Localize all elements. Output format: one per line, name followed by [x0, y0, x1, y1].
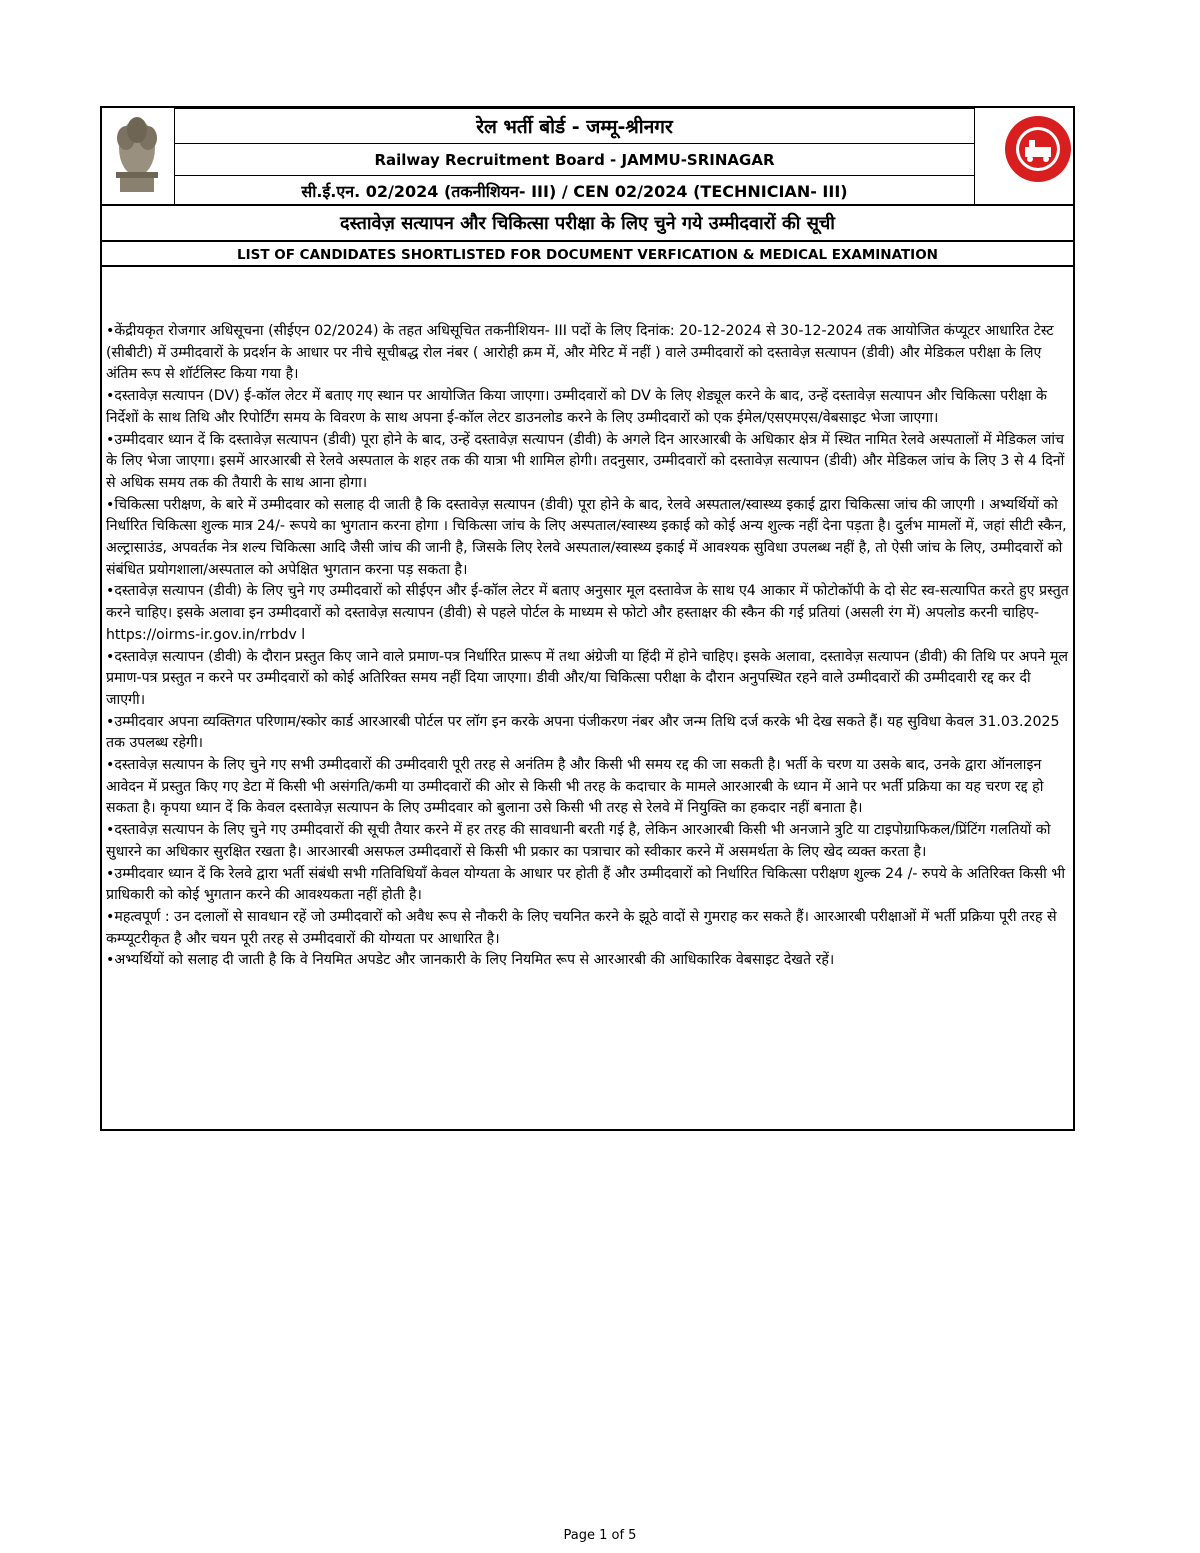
list-title-hindi: दस्तावेज़ सत्यापन और चिकित्सा परीक्षा के लिए चुने गये उम्मीदवारों की सूची [102, 204, 1073, 240]
paragraph-website: •अभ्यर्थियों को सलाह दी जाती है कि वे नियमित अपडेट और जानकारी के लिए नियमित रूप से आरआरबी की आधिकारिक वेबसाइट देखते रहें। [106, 952, 835, 969]
paragraph-cbt-shortlist: •केंद्रीयकृत रोजगार अधिसूचना (सीईएन 02/2024) के तहत अधिसूचित तकनीशियन- III पदों के लिए दिनांक: 20-12-2024 से 30-12-2024 तक आयोजित कंप्यूटर आधारित टेस्ट (सीबीटी) में उम्मीदवारों के प्रदर्शन के आधार पर नीचे सूचीबद्ध रोल नंबर ( आरोही क्रम में, और मेरिट में नहीं ) वाले उम्मीदवारों को दस्तावेज़ सत्यापन (डीवी) और मेडिकल परीक्षा के लिए अंतिम रूप से शॉर्टलिस्ट किया गया है। [106, 323, 1054, 383]
national-emblem-icon [102, 108, 172, 198]
indian-railways-logo-icon [1003, 114, 1073, 184]
paragraph-merit: •उम्मीदवार ध्यान दें कि रेलवे द्वारा भर्ती संबंधी सभी गतिविधियाँ केवल योग्यता के आधार पर होती हैं और उम्मीदवारों को निर्धारित चिकित्सा परीक्षण शुल्क 24 /- रुपये के अतिरिक्त किसी भी प्राधिकारी को कोई भुगतान करने की आवश्यकता नहीं होती है। [106, 865, 1066, 904]
paragraph-provisional: •दस्तावेज़ सत्यापन के लिए चुने गए सभी उम्मीदवारों की उम्मीदवारी पूरी तरह से अनंतिम है और किसी भी समय रद्द की जा सकती है। भर्ती के चरण या उसके बाद, उनके द्वारा ऑनलाइन आवेदन में प्रस्तुत किए गए डेटा में किसी भी असंगति/कमी या उम्मीदवारों की ओर से किसी भी तरह के कदाचार के मामले आरआरबी के ध्यान में आने पर भर्ती प्रक्रिया का यह चरण रद्द हो सकता है। कृपया ध्यान दें कि केवल दस्तावेज़ सत्यापन के लिए उम्मीदवार को बुलाना उसे किसी भी तरह से रेलवे में नियुक्ति का हकदार नहीं बनाता है। [106, 757, 1044, 817]
header-table [100, 106, 1075, 265]
paragraph-touts: •महत्वपूर्ण : उन दलालों से सावधान रहें जो उम्मीदवारों को अवैध रूप से नौकरी के लिए चयनित करने के झूठे वादों से गुमराह कर सकते हैं। आरआरबी परीक्षाओं में भर्ती प्रक्रिया पूरी तरह से कम्प्यूटरीकृत है और चयन पूरी तरह से उम्मीदवारों की योग्यता पर आधारित है। [106, 908, 1057, 947]
instructions-box [100, 265, 1075, 1131]
cen-line: सी.ई.एन. 02/2024 (तकनीशियन- III) / CEN 02/2024 (TECHNICIAN- III) [174, 176, 975, 206]
list-title-english: LIST OF CANDIDATES SHORTLISTED FOR DOCUMENT VERFICATION & MEDICAL EXAMINATION [102, 240, 1073, 268]
title-english: Railway Recruitment Board - JAMMU-SRINAGAR [174, 144, 975, 176]
paragraph-medical-visit: •उम्मीदवार ध्यान दें कि दस्तावेज़ सत्यापन (डीवी) पूरा होने के बाद, उन्हें दस्तावेज़ सत्यापन (डीवी) के अगले दिन आरआरबी के अधिकार क्षेत्र में स्थित नामित रेलवे अस्पतालों में मेडिकल जांच के लिए भेजा जाएगा। इसमें आरआरबी से रेलवे अस्पताल के शहर तक की यात्रा भी शामिल होगी। तदनुसार, उम्मीदवारों को दस्तावेज़ सत्यापन (डीवी) और मेडिकल जांच के लिए 3 से 4 दिनों से अधिक समय तक की तैयारी के साथ आना होगा। [106, 431, 1065, 491]
paragraph-documents: •दस्तावेज़ सत्यापन (डीवी) के लिए चुने गए उम्मीदवारों को सीईएन और ई-कॉल लेटर में बताए अनुसार मूल दस्तावेज के साथ ए4 आकार में फोटोकॉपी के दो सेट स्व-सत्यापित करते हुए प्रस्तुत करने चाहिए। इसके अलावा इन उम्मीदवारों को दस्तावेज़ सत्यापन (डीवी) से पहले पोर्टल के माध्यम से फोटो और हस्ताक्षर की स्कैन की गई प्रतियां (असली रंग में) अपलोड करनी चाहिए- [106, 583, 1069, 622]
document-sheet [100, 106, 1075, 1131]
paragraph-medical-fee: •चिकित्सा परीक्षण, के बारे में उम्मीदवार को सलाह दी जाती है कि दस्तावेज़ सत्यापन (डीवी) पूरा होने के बाद, रेलवे अस्पताल/स्वास्थ्य इकाई द्वारा चिकित्सा जांच की जाएगी । अभ्यर्थियों को निर्धारित चिकित्सा शुल्क मात्र 24/- रूपये का भुगतान करना होगा । चिकित्सा जांच के लिए अस्पताल/स्वास्थ्य इकाई को कोई अन्य शुल्क नहीं देना पड़ता है। दुर्लभ मामलों में, जहां सीटी स्कैन, अल्ट्रासाउंड, अपवर्तक नेत्र शल्य चिकित्सा आदि जैसी जांच की जानी है, जिसके लिए रेलवे अस्पताल/स्वास्थ्य इकाई में आवश्यक सुविधा उपलब्ध नहीं है, तो ऐसी जांच के लिए, उम्मीदवारों को संबंधित प्रयोगशाला/अस्पताल को अपेक्षित भुगतान करना पड़ सकता है। [106, 496, 1067, 578]
portal-link[interactable]: https://oirms-ir.gov.in/rrbdv l [106, 626, 306, 643]
page-number: Page 1 of 5 [563, 1528, 637, 1543]
paragraph-dv-ecall: •दस्तावेज़ सत्यापन (DV) ई-कॉल लेटर में बताए गए स्थान पर आयोजित किया जाएगा। उम्मीदवारों को DV के लिए शेड्यूल करने के बाद, उन्हें दस्तावेज़ सत्यापन और चिकित्सा परीक्षा के निर्देशों के साथ तिथि और रिपोर्टिंग समय के विवरण के साथ अपना ई-कॉल लेटर डाउनलोड करने के लिए उम्मीदवारों को एक ईमेल/एसएमएस/वेबसाइट भेजा जाएगा। [106, 388, 1047, 426]
paragraph-scorecard: •उम्मीदवार अपना व्यक्तिगत परिणाम/स्कोर कार्ड आरआरबी पोर्टल पर लॉग इन करके अपना पंजीकरण नंबर और जन्म तिथि दर्ज करके भी देख सकते हैं। यह सुविधा केवल 31.03.2025 तक उपलब्ध रहेगी। [106, 713, 1060, 752]
paragraph-errors: •दस्तावेज़ सत्यापन के लिए चुने गए उम्मीदवारों की सूची तैयार करने में हर तरह की सावधानी बरती गई है, लेकिन आरआरबी किसी भी अनजाने त्रुटि या टाइपोग्राफिकल/प्रिंटिंग गलतियों को सुधारने का अधिकार सुरक्षित रखता है। आरआरबी असफल उम्मीदवारों से किसी भी प्रकार का पत्राचार को स्वीकार करने में असमर्थता के लिए खेद व्यक्त करता है। [106, 822, 1051, 860]
title-hindi: रेल भर्ती बोर्ड - जम्मू-श्रीनगर [174, 108, 975, 144]
paragraph-certificates: •दस्तावेज़ सत्यापन (डीवी) के दौरान प्रस्तुत किए जाने वाले प्रमाण-पत्र निर्धारित प्रारूप में तथा अंग्रेजी या हिंदी में होने चाहिए। इसके अलावा, दस्तावेज़ सत्यापन (डीवी) की तिथि पर अपने मूल प्रमाण-पत्र प्रस्तुत न करने पर उम्मीदवारों को कोई अतिरिक्त समय नहीं दिया जाएगा। डीवी और/या चिकित्सा परीक्षा के दौरान अनुपस्थित रहने वाले उम्मीदवारों की उम्मीदवारी रद्द कर दी जाएगी। [106, 648, 1069, 708]
